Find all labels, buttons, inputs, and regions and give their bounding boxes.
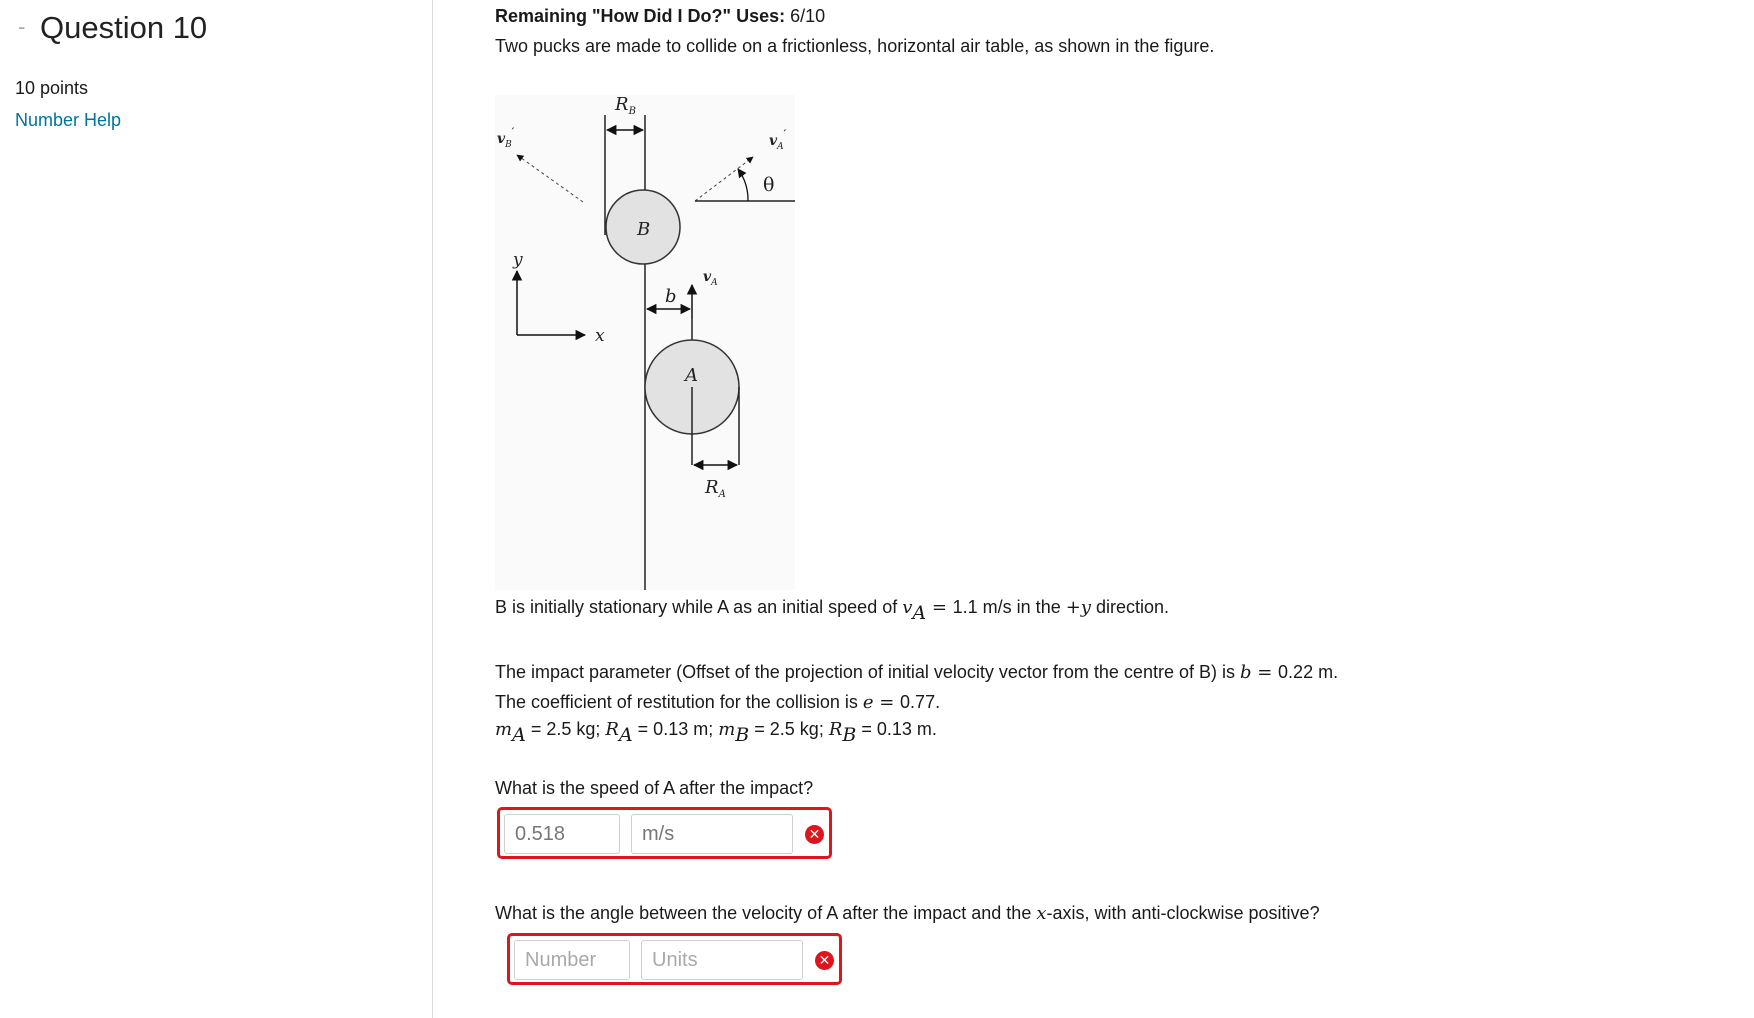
ra-label: $R_A$ — [705, 477, 726, 500]
impact-parameter-statement: The impact parameter (Offset of the projection of initial velocity vector from the centre of B) is b = 0.22 m. — [495, 662, 1339, 683]
question-1-number-input[interactable] — [504, 814, 620, 854]
rb-label: $R_B$ — [615, 95, 636, 117]
question-sidebar — [0, 0, 433, 1018]
question-1-incorrect-icon: ✕ — [805, 825, 824, 844]
collapse-toggle-icon[interactable]: - — [18, 14, 26, 39]
remaining-uses-value: 6/10 — [790, 6, 826, 26]
question-2-units-input[interactable] — [641, 940, 803, 980]
puck-b-label: B — [637, 219, 651, 240]
question-title: Question 10 — [40, 10, 208, 45]
vb-prime-label: $v_B'$ — [497, 127, 515, 150]
restitution-statement: The coefficient of restitution for the collision is e = 0.77. — [495, 692, 941, 713]
question-content — [495, 0, 1754, 1018]
question-2-text: What is the angle between the velocity of A after the impact and the x-axis, with anti-clockwise positive? — [495, 903, 1320, 924]
y-axis-label: y — [513, 250, 523, 270]
question-1-units-input[interactable] — [631, 814, 793, 854]
question-2-number-input[interactable] — [514, 940, 630, 980]
remaining-uses-label: Remaining "How Did I Do?" Uses: — [495, 6, 786, 26]
puck-a-label: A — [685, 365, 698, 386]
va-prime-label: $v_A'$ — [769, 129, 787, 152]
initial-speed-statement: B is initially stationary while A as an initial speed of vA = 1.1 m/s in the +y direction. — [495, 597, 1170, 624]
problem-intro: Two pucks are made to collide on a frictionless, horizontal air table, as shown in the figure. — [495, 36, 1215, 56]
theta-label: θ — [763, 174, 775, 196]
collision-figure — [495, 95, 795, 590]
b-label: b — [665, 286, 677, 307]
question-points: 10 points — [15, 78, 89, 98]
x-axis-label: x — [595, 326, 605, 346]
remaining-uses — [495, 6, 825, 27]
mass-radius-statement: mA = 2.5 kg; RA = 0.13 m; mB = 2.5 kg; RB = 0.13 m. — [495, 719, 937, 746]
question-2-answer-group — [507, 933, 842, 985]
question-1-text: What is the speed of A after the impact? — [495, 778, 814, 798]
va-label: $v_A$ — [703, 269, 718, 288]
question-1-answer-group — [497, 807, 832, 859]
question-2-incorrect-icon: ✕ — [815, 951, 834, 970]
number-help-link[interactable]: Number Help — [15, 110, 122, 130]
